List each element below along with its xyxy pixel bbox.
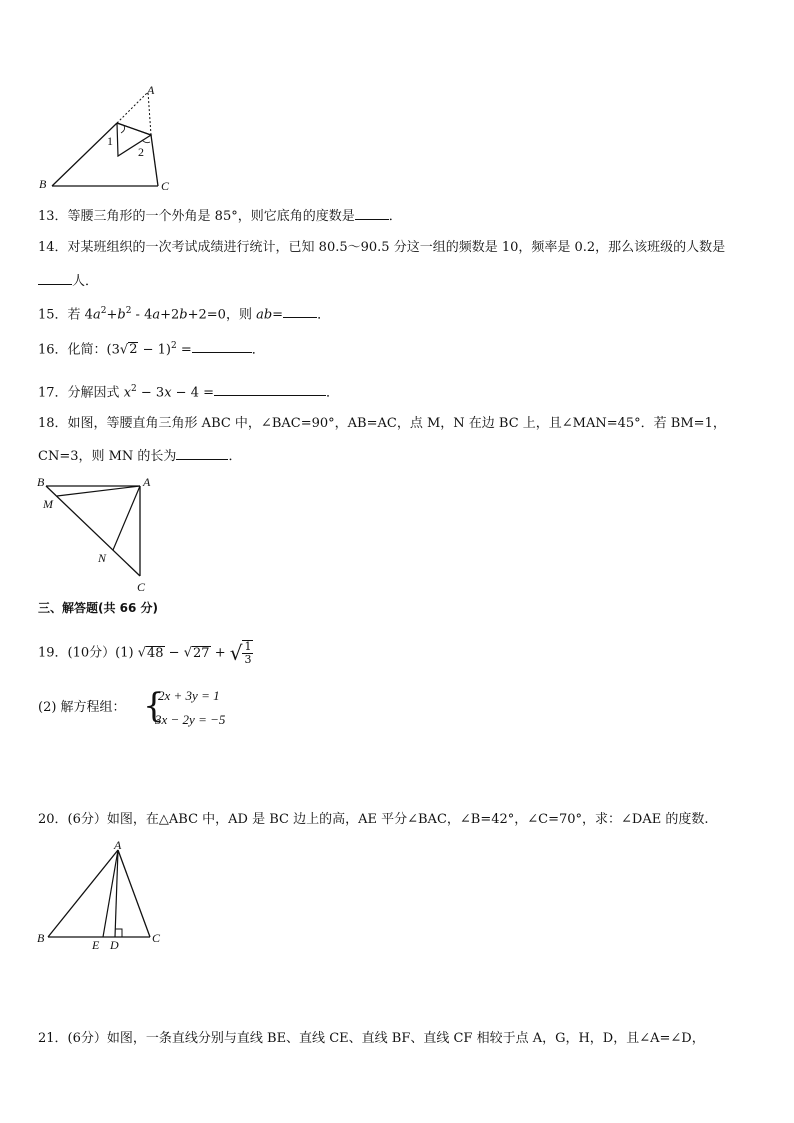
question-15: 15．若 $4a^2+b^2 - 4a+2b+2=0$，则 ab= ．	[38, 306, 331, 323]
q16-answer-blank	[192, 340, 252, 353]
q13-text: 13．等腰三角形的一个外角是 85°，则它底角的度数是	[38, 209, 355, 224]
question-14-line2: 人．	[38, 272, 98, 290]
figure-q20	[30, 838, 170, 956]
question-19-part2: (2) 解方程组：	[38, 700, 126, 715]
label-C: C	[161, 179, 170, 193]
segment-AN	[113, 486, 140, 550]
label-angle-1: 1	[107, 134, 113, 148]
label-D: D	[110, 938, 119, 952]
question-13: 13．等腰三角形的一个外角是 85°，则它底角的度数是 ．	[38, 209, 402, 224]
fold-dotted-2	[148, 92, 151, 135]
q15-answer-blank	[283, 305, 317, 318]
angle-mark-1	[121, 126, 125, 133]
label-A: A	[147, 83, 155, 97]
label-A: A	[143, 475, 151, 489]
edge-BA	[52, 123, 117, 186]
fold-line	[117, 123, 151, 135]
figure-q12	[30, 82, 190, 197]
label-C: C	[152, 931, 161, 945]
label-N: N	[98, 551, 107, 565]
label-E: E	[92, 938, 100, 952]
edge-CA	[151, 135, 158, 186]
q18-answer-blank	[176, 447, 228, 460]
figure-q18	[30, 472, 160, 596]
folded-edge	[117, 123, 151, 156]
q17-answer-blank	[214, 383, 326, 396]
edge-AC	[118, 850, 150, 937]
question-17: 17．分解因式 $x^2 - 3x - 4$ = ．	[38, 384, 340, 401]
right-angle-mark	[115, 929, 122, 937]
section-heading: 三、解答题(共 66 分)	[38, 601, 159, 615]
edge-BC	[46, 486, 140, 576]
label-B: B	[37, 931, 45, 945]
system-eq1: 2x + 3y = 1	[158, 688, 220, 703]
question-19-part1: 19．(10分）(1) √48 − √27 + √ $\frac{1}{3}$	[38, 640, 252, 666]
question-18-line2: CN=3，则 MN 的长为 ．	[38, 449, 242, 464]
fold-dotted-1	[117, 92, 148, 123]
question-14-line1: 14．对某班组织的一次考试成绩进行统计，已知 80.5～90.5 分这一组的频数是 10，频率是 0.2，那么该班级的人数是	[38, 240, 726, 255]
question-16: 16．化简：$(3√2 - 1)^2$ = ．	[38, 341, 265, 358]
question-21: 21．(6分）如图，一条直线分别与直线 BE、直线 CE、直线 BF、直线 CF 相较于点 A，G，H，D，且∠A=∠D，	[38, 1031, 705, 1046]
label-M: M	[43, 497, 53, 511]
q14-answer-blank	[38, 272, 72, 285]
question-18-line1: 18．如图，等腰直角三角形 ABC 中，∠BAC=90°，AB=AC，点 M，N 在边 BC 上，且∠MAN=45°．若 BM=1，	[38, 416, 726, 431]
label-A: A	[114, 838, 122, 852]
edge-AB	[48, 850, 118, 937]
equation-system-brace: {	[143, 686, 165, 726]
q13-answer-blank	[355, 207, 389, 220]
system-eq2: 3x − 2y = −5	[155, 712, 226, 727]
label-angle-2: 2	[138, 145, 144, 159]
question-20: 20．(6分）如图，在△ABC 中，AD 是 BC 边上的高，AE 平分∠BAC，∠B=42°，∠C=70°，求：∠DAE 的度数.	[38, 812, 709, 827]
label-B: B	[39, 177, 47, 191]
label-B: B	[37, 475, 45, 489]
segment-AM	[57, 486, 140, 496]
label-C: C	[137, 580, 146, 594]
